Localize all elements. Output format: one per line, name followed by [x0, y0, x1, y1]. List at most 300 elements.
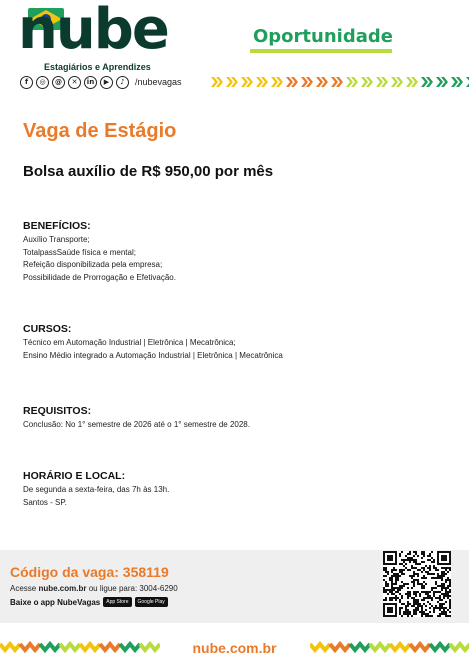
qr-module [411, 565, 413, 567]
qr-module [447, 609, 449, 611]
qr-module [415, 593, 417, 595]
qr-module [421, 607, 423, 609]
qr-module [441, 577, 443, 579]
qr-module [401, 573, 403, 575]
chevron-mark [300, 76, 314, 88]
qr-module [417, 605, 419, 607]
qr-module [447, 585, 449, 587]
qr-module [403, 583, 405, 585]
contact-suffix: ou ligue para: 3004-6290 [86, 584, 178, 593]
qr-module [407, 615, 409, 617]
qr-module [437, 591, 439, 593]
qr-module [441, 571, 443, 573]
qr-module [401, 587, 403, 589]
schedule-line: Santos - SP. [23, 497, 67, 507]
qr-module [407, 569, 409, 571]
qr-module [421, 591, 423, 593]
qr-module [425, 593, 427, 595]
linkedin-icon[interactable]: in [84, 76, 97, 89]
qr-module [399, 575, 401, 577]
qr-module [439, 613, 441, 615]
benefit-line: Auxílio Transporte; [23, 235, 90, 244]
qr-module [393, 583, 395, 585]
qr-module [431, 557, 433, 559]
qr-module [399, 563, 401, 565]
qr-module [399, 593, 401, 595]
qr-module [425, 597, 427, 599]
qr-module [409, 553, 411, 555]
x-icon[interactable]: ✕ [68, 76, 81, 89]
qr-module [421, 553, 423, 555]
qr-module [397, 587, 399, 589]
qr-module [425, 571, 427, 573]
app-download-label: Baixe o app NubeVagas [10, 597, 101, 607]
qr-module [429, 553, 431, 555]
courses-section [23, 323, 283, 362]
qr-module [421, 567, 423, 569]
qr-module [447, 577, 449, 579]
qr-module [415, 609, 417, 611]
qr-module [443, 603, 445, 605]
qr-module [397, 579, 399, 581]
qr-module [407, 559, 409, 561]
threads-icon[interactable]: @ [52, 76, 65, 89]
qr-module [411, 597, 413, 599]
qr-module [389, 597, 391, 599]
qr-module [429, 595, 431, 597]
contact-prefix: Acesse [10, 584, 39, 593]
qr-module [439, 577, 441, 579]
qr-module [407, 611, 409, 613]
social-handle: /nubevagas [135, 77, 182, 87]
qr-module [445, 581, 447, 583]
qr-module [447, 595, 449, 597]
qr-module [387, 589, 389, 591]
qr-module [427, 615, 429, 617]
qr-module [425, 609, 427, 611]
qr-module [395, 595, 397, 597]
qr-module [407, 605, 409, 607]
job-stipend: Bolsa auxílio de R$ 950,00 por mês [23, 163, 274, 180]
qr-module [445, 613, 447, 615]
qr-module [391, 579, 393, 581]
qr-module [383, 589, 385, 591]
qr-module [413, 575, 415, 577]
qr-module [383, 567, 385, 569]
qr-module [441, 579, 443, 581]
qr-module [403, 611, 405, 613]
qr-module [403, 561, 405, 563]
qr-module [393, 587, 395, 589]
qr-module [407, 583, 409, 585]
qr-module [439, 599, 441, 601]
qr-module [423, 555, 425, 557]
qr-module [431, 589, 433, 591]
qr-module [385, 585, 387, 587]
qr-module [401, 595, 403, 597]
qr-module [413, 555, 415, 557]
qr-module [449, 569, 451, 571]
qr-module [439, 615, 441, 617]
qr-module [413, 567, 415, 569]
qr-module [383, 575, 385, 577]
qr-module [449, 591, 451, 593]
qr-module [405, 607, 407, 609]
job-code: Código da vaga: 358119 [10, 564, 169, 580]
qr-module [391, 591, 393, 593]
course-line: Ensino Médio integrado a Automação Industrial | Eletrônica | Mecatrônica [23, 350, 283, 360]
qr-module [403, 569, 405, 571]
qr-module [413, 593, 415, 595]
qr-module [417, 563, 419, 565]
qr-module [435, 569, 437, 571]
chevron-decoration [210, 76, 469, 88]
qr-module [445, 595, 447, 597]
qr-module [441, 607, 443, 609]
qr-module [401, 603, 403, 605]
qr-code[interactable] [383, 551, 451, 617]
qr-module [413, 603, 415, 605]
qr-module [443, 575, 445, 577]
qr-module [389, 589, 391, 591]
qr-module [447, 597, 449, 599]
qr-module [383, 587, 385, 589]
qr-module [401, 585, 403, 587]
qr-module [431, 561, 433, 563]
qr-module [447, 587, 449, 589]
chevron-mark [420, 76, 434, 88]
qr-module [415, 553, 417, 555]
qr-module [417, 599, 419, 601]
qr-module [393, 575, 395, 577]
qr-module [399, 571, 401, 573]
qr-finder [441, 555, 447, 561]
qr-module [423, 603, 425, 605]
nube-logo[interactable] [18, 0, 178, 72]
qr-module [433, 565, 435, 567]
qr-module [413, 571, 415, 573]
qr-module [409, 561, 411, 563]
badge-underline [250, 49, 392, 53]
qr-module [401, 607, 403, 609]
qr-module [437, 575, 439, 577]
contact-line [10, 584, 178, 593]
qr-module [409, 559, 411, 561]
qr-module [427, 567, 429, 569]
qr-module [409, 551, 411, 553]
qr-module [433, 567, 435, 569]
benefit-line: TotalpassSaúde física e mental; [23, 247, 136, 257]
qr-module [405, 559, 407, 561]
qr-module [397, 573, 399, 575]
youtube-icon[interactable]: ▶ [100, 76, 113, 89]
qr-module [439, 575, 441, 577]
qr-module [423, 585, 425, 587]
qr-module [385, 569, 387, 571]
qr-module [397, 591, 399, 593]
qr-module [435, 605, 437, 607]
qr-module [437, 585, 439, 587]
qr-module [441, 583, 443, 585]
qr-module [431, 573, 433, 575]
qr-module [395, 573, 397, 575]
qr-module [405, 611, 407, 613]
qr-module [413, 611, 415, 613]
qr-module [445, 569, 447, 571]
qr-module [449, 583, 451, 585]
qr-module [421, 585, 423, 587]
qr-module [419, 605, 421, 607]
qr-module [429, 615, 431, 617]
qr-module [445, 611, 447, 613]
qr-module [423, 599, 425, 601]
qr-module [387, 583, 389, 585]
qr-module [437, 615, 439, 617]
qr-module [403, 613, 405, 615]
qr-module [411, 581, 413, 583]
qr-module [409, 575, 411, 577]
qr-module [413, 581, 415, 583]
qr-module [435, 567, 437, 569]
qr-module [417, 573, 419, 575]
qr-module [419, 569, 421, 571]
qr-module [383, 569, 385, 571]
qr-module [423, 567, 425, 569]
qr-module [409, 613, 411, 615]
qr-module [399, 555, 401, 557]
qr-module [401, 571, 403, 573]
qr-module [445, 589, 447, 591]
qr-module [433, 561, 435, 563]
qr-module [417, 607, 419, 609]
qr-module [385, 597, 387, 599]
qr-module [403, 573, 405, 575]
qr-module [399, 589, 401, 591]
qr-module [407, 557, 409, 559]
qr-module [433, 577, 435, 579]
tiktok-icon[interactable]: ♪ [116, 76, 129, 89]
qr-module [409, 591, 411, 593]
qr-module [401, 559, 403, 561]
qr-module [449, 605, 451, 607]
chevron-mark [225, 76, 239, 88]
requirements-heading: REQUISITOS: [23, 405, 92, 417]
footer-site-link[interactable]: nube.com.br [192, 640, 277, 654]
qr-module [385, 591, 387, 593]
qr-module [411, 577, 413, 579]
qr-module [403, 559, 405, 561]
qr-module [391, 597, 393, 599]
chevron-mark [315, 76, 329, 88]
qr-module [387, 593, 389, 595]
chevron-mark [465, 76, 469, 88]
benefit-line: Refeição disponibilizada pela empresa; [23, 260, 163, 269]
qr-module [435, 581, 437, 583]
qr-module [437, 597, 439, 599]
qr-module [445, 567, 447, 569]
qr-module [449, 607, 451, 609]
qr-module [415, 559, 417, 561]
chevron-mark [435, 76, 449, 88]
qr-module [439, 591, 441, 593]
qr-module [439, 595, 441, 597]
qr-module [431, 597, 433, 599]
qr-module [445, 573, 447, 575]
app-store-badge[interactable]: App Store [103, 597, 131, 607]
qr-module [437, 577, 439, 579]
instagram-icon[interactable]: ◎ [36, 76, 49, 89]
qr-module [423, 613, 425, 615]
qr-module [447, 567, 449, 569]
qr-module [399, 607, 401, 609]
qr-finder [387, 555, 393, 561]
qr-module [429, 567, 431, 569]
qr-module [389, 577, 391, 579]
schedule-section [23, 470, 169, 509]
schedule-heading: HORÁRIO E LOCAL: [23, 470, 126, 482]
qr-module [391, 581, 393, 583]
qr-module [441, 603, 443, 605]
qr-module [401, 597, 403, 599]
qr-module [431, 599, 433, 601]
qr-module [435, 591, 437, 593]
qr-module [415, 567, 417, 569]
qr-module [429, 603, 431, 605]
qr-module [441, 575, 443, 577]
qr-module [389, 579, 391, 581]
qr-module [397, 575, 399, 577]
qr-module [433, 611, 435, 613]
qr-module [423, 581, 425, 583]
qr-module [419, 593, 421, 595]
qr-module [435, 587, 437, 589]
qr-module [421, 615, 423, 617]
benefits-section [23, 220, 176, 284]
qr-module [413, 613, 415, 615]
course-line: Técnico em Automação Industrial | Eletrônica | Mecatrônica; [23, 338, 236, 347]
qr-module [395, 577, 397, 579]
qr-module [389, 599, 391, 601]
qr-module [413, 599, 415, 601]
qr-module [441, 567, 443, 569]
qr-module [423, 553, 425, 555]
google-play-badge[interactable]: Google Play [135, 597, 168, 607]
qr-module [395, 597, 397, 599]
qr-module [393, 593, 395, 595]
qr-module [441, 587, 443, 589]
qr-module [415, 599, 417, 601]
qr-module [439, 603, 441, 605]
qr-module [429, 597, 431, 599]
qr-module [399, 587, 401, 589]
chevron-mark [405, 76, 419, 88]
qr-module [433, 595, 435, 597]
qr-module [385, 583, 387, 585]
qr-module [397, 589, 399, 591]
qr-module [423, 597, 425, 599]
qr-module [413, 561, 415, 563]
qr-module [433, 559, 435, 561]
qr-module [423, 591, 425, 593]
contact-site-link[interactable]: nube.com.br [38, 584, 87, 593]
qr-module [443, 567, 445, 569]
qr-module [429, 591, 431, 593]
qr-module [413, 601, 415, 603]
qr-module [421, 609, 423, 611]
qr-module [423, 561, 425, 563]
qr-module [443, 607, 445, 609]
qr-module [425, 583, 427, 585]
qr-module [449, 603, 451, 605]
qr-module [443, 587, 445, 589]
qr-module [413, 573, 415, 575]
chevron-mark [360, 76, 374, 88]
courses-heading: CURSOS: [23, 323, 72, 335]
qr-module [441, 585, 443, 587]
qr-module [413, 551, 415, 553]
qr-module [445, 615, 447, 617]
qr-module [431, 577, 433, 579]
qr-module [443, 609, 445, 611]
qr-module [417, 609, 419, 611]
qr-module [449, 595, 451, 597]
qr-module [423, 611, 425, 613]
qr-module [425, 565, 427, 567]
qr-module [403, 565, 405, 567]
qr-module [427, 573, 429, 575]
qr-module [429, 565, 431, 567]
facebook-icon[interactable]: f [20, 76, 33, 89]
logo-tagline: Estagiários e Aprendizes [44, 62, 151, 72]
qr-module [413, 591, 415, 593]
qr-module [383, 599, 385, 601]
qr-module [449, 579, 451, 581]
qr-module [449, 589, 451, 591]
qr-module [407, 593, 409, 595]
qr-module [399, 599, 401, 601]
chevron-mark [210, 76, 224, 88]
qr-module [399, 611, 401, 613]
qr-module [421, 605, 423, 607]
qr-module [407, 609, 409, 611]
qr-module [425, 615, 427, 617]
qr-module [409, 593, 411, 595]
qr-module [427, 613, 429, 615]
qr-module [415, 595, 417, 597]
qr-module [387, 585, 389, 587]
qr-module [391, 569, 393, 571]
qr-module [393, 589, 395, 591]
qr-module [419, 563, 421, 565]
qr-module [421, 577, 423, 579]
qr-module [391, 585, 393, 587]
qr-module [417, 581, 419, 583]
qr-module [437, 607, 439, 609]
qr-module [447, 579, 449, 581]
requirement-line: Conclusão: No 1° semestre de 2026 até o 1° semestre de 2028. [23, 420, 250, 429]
qr-module [405, 609, 407, 611]
qr-module [447, 591, 449, 593]
qr-module [399, 609, 401, 611]
qr-module [395, 587, 397, 589]
qr-module [435, 583, 437, 585]
qr-module [395, 569, 397, 571]
qr-module [395, 583, 397, 585]
qr-module [401, 615, 403, 617]
qr-module [405, 583, 407, 585]
qr-module [421, 557, 423, 559]
qr-module [435, 597, 437, 599]
